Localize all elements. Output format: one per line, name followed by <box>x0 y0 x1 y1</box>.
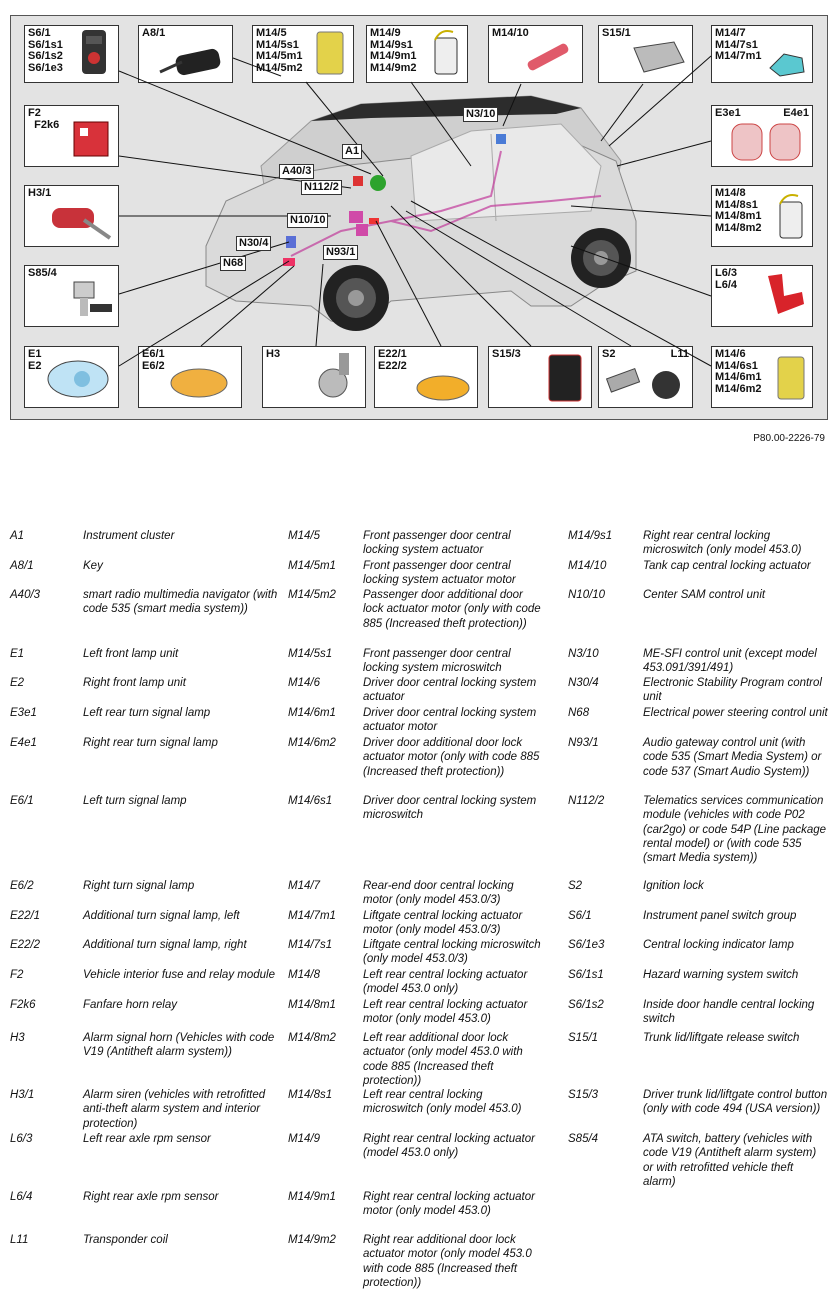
legend-code: M14/6m2 <box>288 737 336 749</box>
callout-label: M14/6 M14/6s1 M14/6m1 M14/6m2 <box>715 348 762 395</box>
legend-code: S6/1e3 <box>568 939 605 951</box>
legend-code: M14/9s1 <box>568 530 613 542</box>
legend-description: Right rear turn signal lamp <box>83 737 218 749</box>
legend-description: Trunk lid/liftgate release switch <box>643 1032 800 1044</box>
legend-description: Transponder coil <box>83 1234 168 1246</box>
legend-description: smart radio multimedia navigator (with code 535 (smart media system)) <box>83 589 278 616</box>
legend-description: Passenger door additional door lock actuator motor (only with code 885 (Increased theft protection)) <box>363 589 541 630</box>
legend-description: Right rear axle rpm sensor <box>83 1191 219 1203</box>
legend-description: Driver trunk lid/liftgate control button (only with code 494 (USA version)) <box>643 1089 828 1116</box>
tag-n68: N68 <box>220 256 246 271</box>
legend-code: M14/7 <box>288 880 320 892</box>
callout-label: E22/1 E22/2 <box>378 348 407 372</box>
legend-code: N3/10 <box>568 648 599 660</box>
legend-code: M14/5m1 <box>288 560 336 572</box>
tag-n1010: N10/10 <box>287 213 328 228</box>
legend-code: M14/8 <box>288 969 320 981</box>
legend-code: S85/4 <box>568 1133 599 1145</box>
legend-code: M14/6m1 <box>288 707 336 719</box>
legend-description: Electrical power steering control unit <box>643 707 828 719</box>
legend-code: M14/8m1 <box>288 999 336 1011</box>
legend-code: M14/6s1 <box>288 795 333 807</box>
legend-code: N112/2 <box>568 795 605 807</box>
legend-code: L6/3 <box>10 1133 33 1145</box>
component-location-diagram <box>10 15 828 420</box>
legend-code: E3e1 <box>10 707 37 719</box>
legend-code: A8/1 <box>10 560 34 572</box>
legend-code: M14/6 <box>288 677 320 689</box>
legend-code: M14/9m2 <box>288 1234 336 1246</box>
legend-code: N10/10 <box>568 589 606 601</box>
legend-description: Liftgate central locking actuator motor (only model 453.0/3) <box>363 910 523 937</box>
legend-code: F2 <box>10 969 24 981</box>
legend-code: A1 <box>10 530 25 542</box>
legend-code: M14/8m2 <box>288 1032 336 1044</box>
legend-description: Left rear additional door lock actuator (only model 453.0 with code 885 (Increased theft protection)) <box>363 1032 523 1087</box>
legend-description: Inside door handle central locking switch <box>643 999 815 1026</box>
callout-label: S85/4 <box>28 267 57 279</box>
legend-description: Vehicle interior fuse and relay module <box>83 969 275 981</box>
legend-code: M14/5s1 <box>288 648 333 660</box>
legend-description: Right turn signal lamp <box>83 880 195 892</box>
callout-label-right: E4e1 <box>783 107 809 119</box>
legend-description: Key <box>83 560 103 572</box>
legend-code: M14/7m1 <box>288 910 336 922</box>
legend-description: Alarm signal horn (Vehicles with code V19 (Antitheft alarm system)) <box>83 1032 275 1059</box>
leader-lines <box>11 16 829 421</box>
legend-code: S6/1s2 <box>568 999 604 1011</box>
legend-description: Front passenger door central locking system microswitch <box>363 648 511 675</box>
tag-n1122: N112/2 <box>301 180 342 195</box>
legend-description: Front passenger door central locking system actuator <box>363 530 511 557</box>
legend-description: Ignition lock <box>643 880 704 892</box>
legend-description: Electronic Stability Program control unit <box>643 677 822 704</box>
legend-description: Left front lamp unit <box>83 648 179 660</box>
legend-code: E6/1 <box>10 795 34 807</box>
legend-description: Left rear turn signal lamp <box>83 707 211 719</box>
legend-code: H3 <box>10 1032 25 1044</box>
figure-reference: P80.00-2226-79 <box>753 433 825 444</box>
legend-code: S6/1 <box>568 910 592 922</box>
legend-description: Driver door additional door lock actuator motor (only with code 885 (Increased theft protection)) <box>363 737 540 778</box>
tag-n310: N3/10 <box>463 107 498 122</box>
legend-code: S6/1s1 <box>568 969 604 981</box>
legend-description: Central locking indicator lamp <box>643 939 794 951</box>
legend-code: M14/10 <box>568 560 607 572</box>
legend-description: Right rear additional door lock actuator motor (only model 453.0 with code 885 (Increased theft protection)) <box>363 1234 532 1289</box>
callout-label-right: L11 <box>670 348 689 360</box>
legend-description: Left rear central locking actuator (model 453.0 only) <box>363 969 528 996</box>
legend-description: Rear-end door central locking motor (only model 453.0/3) <box>363 880 514 907</box>
legend-description: ME-SFI control unit (except model 453.091/391/491) <box>643 648 817 675</box>
legend-description: Center SAM control unit <box>643 589 766 601</box>
legend-description: Driver door central locking system microswitch <box>363 795 537 822</box>
callout-label: A8/1 <box>142 27 166 39</box>
legend-description: Additional turn signal lamp, left <box>83 910 240 922</box>
legend-code: S2 <box>568 880 583 892</box>
callout-label: S15/1 <box>602 27 631 39</box>
callout-label: M14/5 M14/5s1 M14/5m1 M14/5m2 <box>256 27 303 74</box>
tag-n304: N30/4 <box>236 236 271 251</box>
legend-description: Left rear axle rpm sensor <box>83 1133 211 1145</box>
legend-description: Liftgate central locking microswitch (only model 453.0/3) <box>363 939 541 966</box>
legend-description: Right rear central locking microswitch (only model 453.0) <box>643 530 802 557</box>
legend-code: M14/7s1 <box>288 939 333 951</box>
callout-label: M14/10 <box>492 27 529 39</box>
legend-code: H3/1 <box>10 1089 35 1101</box>
legend-code: E1 <box>10 648 25 660</box>
callout-label: E1 E2 <box>28 348 42 372</box>
legend-code: E22/2 <box>10 939 41 951</box>
legend-description: Instrument panel switch group <box>643 910 797 922</box>
tag-n931: N93/1 <box>323 245 358 260</box>
legend-description: Left rear central locking microswitch (only model 453.0) <box>363 1089 522 1116</box>
legend-code: N93/1 <box>568 737 599 749</box>
legend-code: S15/1 <box>568 1032 599 1044</box>
legend-code: M14/5 <box>288 530 320 542</box>
legend-description: Left turn signal lamp <box>83 795 187 807</box>
legend-code: L6/4 <box>10 1191 33 1203</box>
callout-label: H3 <box>266 348 281 360</box>
callout-label: S2 <box>602 348 616 360</box>
callout-label: E3e1 <box>715 107 741 119</box>
legend-description: Telematics services communication module (vehicles with code P02 (car2go) or code 54P (Line package rental model) or (with code 535 (smart Media system)) <box>643 795 827 865</box>
legend-code: E22/1 <box>10 910 41 922</box>
legend-code: N30/4 <box>568 677 599 689</box>
legend-description: Right rear central locking actuator (model 453.0 only) <box>363 1133 535 1160</box>
callout-label: M14/9 M14/9s1 M14/9m1 M14/9m2 <box>370 27 417 74</box>
callout-label: H3/1 <box>28 187 52 199</box>
legend-description: Tank cap central locking actuator <box>643 560 811 572</box>
legend-code: E6/2 <box>10 880 34 892</box>
legend-code: E2 <box>10 677 25 689</box>
legend-code: M14/9 <box>288 1133 320 1145</box>
tag-a403: A40/3 <box>279 164 314 179</box>
legend-description: Driver door central locking system actuator motor <box>363 707 537 734</box>
legend-description: Left rear central locking actuator motor (only model 453.0) <box>363 999 528 1026</box>
legend-code: E4e1 <box>10 737 37 749</box>
callout-label: L6/3 L6/4 <box>715 267 738 291</box>
callout-label: M14/8 M14/8s1 M14/8m1 M14/8m2 <box>715 187 762 234</box>
tag-a1: A1 <box>342 144 362 159</box>
legend-code: L11 <box>10 1234 29 1246</box>
legend-description: Front passenger door central locking system actuator motor <box>363 560 516 587</box>
legend-description: Right front lamp unit <box>83 677 186 689</box>
callout-label: S6/1 S6/1s1 S6/1s2 S6/1e3 <box>28 27 63 74</box>
legend-description: ATA switch, battery (vehicles with code V19 (Antitheft alarm system) or with retrofitted vehicle theft alarm) <box>643 1133 817 1188</box>
legend-description: Right rear central locking actuator motor (only model 453.0) <box>363 1191 535 1218</box>
legend-description: Audio gateway control unit (with code 535 (Smart Media System) or code 537 (Smart Audio System)) <box>643 737 822 778</box>
callout-label: S15/3 <box>492 348 521 360</box>
legend-code: A40/3 <box>10 589 41 601</box>
legend-code: M14/5m2 <box>288 589 336 601</box>
legend-code: F2k6 <box>10 999 36 1011</box>
callout-label: M14/7 M14/7s1 M14/7m1 <box>715 27 762 62</box>
legend-description: Hazard warning system switch <box>643 969 799 981</box>
legend-description: Additional turn signal lamp, right <box>83 939 247 951</box>
legend-description: Instrument cluster <box>83 530 175 542</box>
legend-description: Alarm siren (vehicles with retrofitted anti-theft alarm system and interior protection) <box>83 1089 266 1130</box>
legend-code: M14/8s1 <box>288 1089 333 1101</box>
legend-code: M14/9m1 <box>288 1191 336 1203</box>
legend-code: N68 <box>568 707 590 719</box>
callout-label: E6/1 E6/2 <box>142 348 165 372</box>
legend-description: Fanfare horn relay <box>83 999 177 1011</box>
legend-code: S15/3 <box>568 1089 599 1101</box>
legend-description: Driver door central locking system actuator <box>363 677 537 704</box>
callout-label: F2 F2k6 <box>28 107 60 131</box>
